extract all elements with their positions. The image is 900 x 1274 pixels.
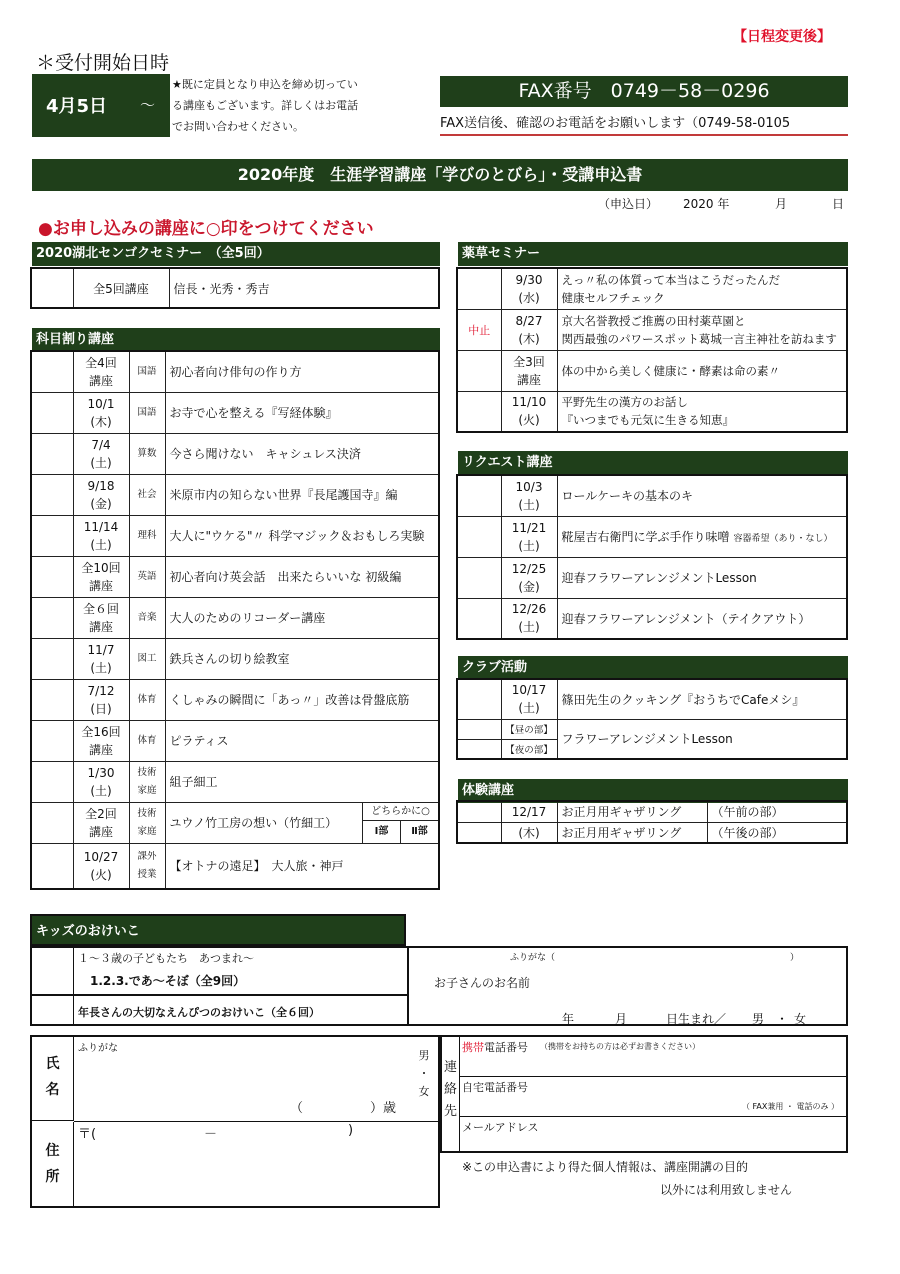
table-row [457,391,847,432]
select-cell[interactable] [457,557,501,598]
applicant-furigana: ふりがな [78,1043,118,1054]
select-cell[interactable]: 中止 [457,309,501,350]
course-name-text: 迎春フラワーアレンジメントLesson [561,571,757,585]
course-name-line-2: 『いつまでも元気に生きる知恵』 [561,413,734,428]
course-date-line-2: 講座 [88,578,113,593]
course-date-line-1: 1/30 [87,765,115,780]
course-name-text: ロールケーキの基本のキ [561,489,694,504]
table-row [31,597,439,638]
table-row [457,598,847,639]
mobile-note: （携帯をお持ちの方は必ずお書きください） [540,1042,700,1051]
club-slot-night: 【夜の部】 [501,739,557,759]
contact-box [440,1035,848,1153]
experience-heading: 体験講座 [458,779,848,803]
course-date [73,720,129,761]
course-date-line-1: 9/18 [87,478,115,493]
kids-furigana-close: ） [790,953,800,963]
club-date-1: 10/17 [511,683,547,698]
club-course: 篠田先生のクッキング『おうちでCafeメシ』 [557,679,847,719]
child-sex-male[interactable]: 男 [752,1012,765,1026]
course-name-line-1: 平野先生の漢方のお話し [561,395,688,410]
contact-label-1: 連 [443,1060,457,1075]
name-label-2: 名 [45,1082,60,1098]
course-date-line-2: (土) [518,620,540,635]
age-open: （ [290,1101,304,1116]
course-date [501,309,557,350]
home-phone-note: （ FAX兼用 ・ 電話のみ ） [742,1102,839,1111]
table-row [31,433,439,474]
course-date-line-1: 9/30 [515,272,543,287]
course-date [501,557,557,598]
course-date-line-1: 12/26 [511,602,547,617]
select-cell[interactable] [31,843,73,889]
mobile-label [462,1039,528,1055]
course-date [73,597,129,638]
reception-note-line: ★既に定員となり申込を締め切ってい [172,78,358,91]
course-date-line-1: 7/12 [87,683,115,698]
course-date [73,556,129,597]
course-name [557,557,847,598]
select-cell[interactable] [31,515,73,556]
course-name [557,391,847,432]
mobile-label-rest: 電話番号 [484,1041,528,1054]
course-date-line-1: 7/4 [91,437,111,452]
course-name [557,309,847,350]
experience-part: （午前の部） [707,801,847,822]
select-cell[interactable] [31,392,73,433]
select-cell[interactable] [32,996,74,1024]
course-name: ピラティス [165,720,439,761]
club-table [456,678,848,760]
page-title: 2020年度 生涯学習講座「学びのとびら」・受講申込書 [32,159,848,191]
course-date-line-2: 講座 [88,373,113,388]
kids-box [30,946,848,1026]
address-field[interactable] [76,1141,436,1205]
course-name-line-1: 京大名誉教授ご推薦の田村薬草園と [561,313,746,328]
applicant-sex-dot: ・ [418,1067,430,1080]
table-row [31,515,439,556]
course-date-line-2: (火) [90,867,112,882]
course-date-line-1: 全16回 [81,724,121,739]
postal-dash: － [204,1127,218,1142]
table-row [31,351,439,392]
course-category-line-2: 家庭 [137,784,157,796]
course-date-line-2: (日) [90,701,112,716]
apply-date-month: 月 [775,197,788,211]
course-category: 国語 [129,351,165,392]
experience-part: （午後の部） [707,822,847,843]
postal-close: ) [348,1123,354,1138]
course-category: 体育 [129,679,165,720]
applicant-sex-male: 男 [418,1049,430,1062]
table-row [31,679,439,720]
home-phone-field[interactable] [460,1093,730,1113]
course-category-line-2: 家庭 [137,825,157,837]
select-cell[interactable] [457,475,501,516]
kids-course-sub: １～３歳の子どもたち あつまれ～ [78,952,254,965]
course-date-line-2: 講座 [516,372,541,387]
experience-date-1: 12/17 [501,801,557,822]
select-cell[interactable] [457,350,501,391]
course-date-line-1: 全4回 [85,355,117,370]
apply-date-day: 日 [832,197,845,211]
course-name: 体の中から美しく健康に・酵素は命の素〃 [557,350,847,391]
course-category: 国語 [129,392,165,433]
course-date [73,843,129,889]
reception-date: 4月5日 [46,96,108,117]
course-category: 図工 [129,638,165,679]
sengoku-heading: 2020湖北センゴクセミナー （全5回） [32,242,440,266]
select-cell[interactable] [32,948,74,996]
course-date-line-1: 全3回 [513,354,545,369]
select-cell[interactable] [31,268,73,308]
course-date-line-2: (金) [518,579,540,594]
table-row [457,268,847,309]
course-date-line-2: (土) [518,538,540,553]
course-date-line-1: 11/7 [87,642,115,657]
sengoku-course: 信長・光秀・秀吉 [169,268,439,308]
table-row [31,720,439,761]
select-cell[interactable] [31,720,73,761]
table-row [31,638,439,679]
sengoku-table [30,267,440,309]
kids-course-2: 年長さんの大切なえんぴつのおけいこ（全６回） [78,1006,320,1019]
course-date-line-1: 10/1 [87,396,115,411]
club-heading: クラブ活動 [458,656,848,680]
table-row [31,802,439,843]
course-date [501,598,557,639]
course-name: お寺で心を整える『写経体験』 [165,392,439,433]
course-date [73,474,129,515]
club-date-2: (土) [518,701,540,716]
course-name: 米原市内の知らない世界『長尾護国寺』編 [165,474,439,515]
course-category [129,802,165,843]
herb-table [456,267,848,433]
select-cell[interactable] [457,516,501,557]
course-date-line-1: 全10回 [81,560,121,575]
schedule-change-notice: 【日程変更後】 [733,29,831,45]
course-name [165,802,439,843]
course-category: 理科 [129,515,165,556]
course-date [73,802,129,843]
course-date-line-2: (金) [90,496,112,511]
experience-course: お正月用ギャザリング [557,801,707,822]
subjects-heading: 科目割り講座 [32,328,440,352]
divider [460,1076,846,1077]
course-name-line-2: 関西最強のパワースポット葛城一言主神社を訪ねます [561,331,837,346]
select-cell[interactable] [457,801,501,822]
course-date-line-1: 11/21 [511,520,547,535]
email-label: メールアドレス [462,1121,539,1134]
reception-note [170,74,406,137]
applicant-sex-female: 女 [418,1085,430,1098]
divider [74,1121,440,1122]
course-date-line-2: (土) [90,537,112,552]
course-name: 鉄兵さんの切り絵教室 [165,638,439,679]
reception-note-line: でお問い合わせください。 [172,120,304,133]
course-category [129,761,165,802]
applicant-name-field[interactable] [76,1051,406,1117]
table-row [457,516,847,557]
applicant-sex[interactable] [416,1047,432,1101]
course-date-line-2: (水) [518,290,540,305]
contact-label-3: 先 [443,1104,457,1119]
name-label [32,1037,74,1121]
select-cell[interactable] [31,638,73,679]
kids-course-1: 1.2.3.であ～そぼ（全9回） [90,974,246,988]
select-cell[interactable] [457,739,501,759]
club-slot-day: 【昼の部】 [501,719,557,739]
contact-label [442,1037,460,1151]
select-cell[interactable] [457,679,501,719]
birth-day: 日生まれ／ [666,1012,727,1026]
course-date-line-1: 全2回 [85,806,117,821]
mobile-field[interactable] [460,1055,846,1075]
home-phone-label: 自宅電話番号 [462,1081,528,1094]
table-row [31,843,439,889]
course-date [73,515,129,556]
table-row [457,475,847,516]
club-date [501,679,557,719]
course-date-line-1: 11/10 [511,395,547,410]
part-choice [362,803,438,843]
divider [407,946,409,1026]
birth-month: 月 [615,1012,628,1026]
course-category: 音楽 [129,597,165,638]
course-date-line-1: 10/3 [515,479,543,494]
table-row [31,474,439,515]
course-name: 組子細工 [165,761,439,802]
course-category-line-1: 技術 [137,766,157,778]
email-field[interactable] [552,1119,842,1149]
divider [74,994,408,996]
apply-date-label: （申込日） [598,197,659,211]
course-date [73,679,129,720]
subjects-table [30,350,440,890]
course-category: 社会 [129,474,165,515]
course-date-line-2: (土) [90,660,112,675]
select-cell[interactable] [457,822,501,843]
course-name-line-1: えっ〃私の体質って本当はこうだったんだ [561,272,780,287]
course-date-line-2: 講座 [88,619,113,634]
course-name [557,475,847,516]
course-date-line-2: 講座 [88,824,113,839]
reception-note-line: る講座もございます。詳しくはお電話 [172,99,359,112]
kids-heading: キッズのおけいこ [30,914,406,946]
course-date-line-2: (土) [518,497,540,512]
course-category-line-1: 技術 [137,807,157,819]
fax-underline [440,134,848,136]
select-cell[interactable] [31,556,73,597]
course-name: 初心者向け英会話 出来たらいいな 初級編 [165,556,439,597]
divider [460,1116,846,1117]
course-category-line-2: 授業 [137,868,157,880]
course-date [73,392,129,433]
course-name-line-2: 健康セルフチェック [561,290,665,305]
course-date-line-2: 講座 [88,742,113,757]
course-name [557,516,847,557]
age-close: ）歳 [370,1101,397,1116]
course-category [129,843,165,889]
course-name: 初心者向け俳句の作り方 [165,351,439,392]
privacy-note-1: ※この申込書により得た個人情報は、講座開講の目的 [462,1160,749,1174]
birth-year: 年 [562,1012,575,1026]
course-category-line-1: 課外 [137,850,157,862]
experience-course: お正月用ギャザリング [557,822,707,843]
select-cell[interactable] [457,598,501,639]
reception-tilde: ～ [140,96,156,114]
course-name-text: 糀屋吉右衛門に学ぶ手作り味噌 [561,530,730,544]
select-cell[interactable] [31,474,73,515]
fax-note: FAX送信後、確認のお電話をお願いします（0749-58-0105 [440,116,791,131]
address-label [32,1122,74,1206]
child-sex-female[interactable]: 女 [794,1012,807,1026]
course-date [73,638,129,679]
course-name [557,268,847,309]
table-row [31,392,439,433]
course-date-line-1: 全６回 [82,601,119,616]
course-date [73,761,129,802]
select-cell[interactable] [31,351,73,392]
select-cell[interactable] [31,761,73,802]
request-table [456,474,848,640]
table-row [457,350,847,391]
course-category: 英語 [129,556,165,597]
course-name-text: ユウノ竹工房の想い（竹細工） [169,816,338,830]
reception-box [32,74,406,137]
select-cell[interactable] [31,433,73,474]
part-1-option[interactable]: Ⅰ部 [363,821,401,843]
course-category: 体育 [129,720,165,761]
request-heading: リクエスト講座 [458,451,848,475]
mobile-label-red: 携帯 [462,1041,484,1054]
address-label-1: 住 [45,1143,60,1159]
course-name: 今さら聞けない キャシュレス決済 [165,433,439,474]
experience-date-2: (木) [501,822,557,843]
part-choice-label: どちらかに○ [363,803,438,821]
course-date-line-2: (木) [518,331,540,346]
name-label-1: 氏 [45,1056,60,1072]
table-row [31,556,439,597]
select-cell[interactable] [457,719,501,739]
course-name [557,598,847,639]
child-name-label: お子さんのお名前 [434,976,531,990]
address-label-2: 所 [45,1169,60,1185]
table-row [457,557,847,598]
course-name: 大人のためのリコーダー講座 [165,597,439,638]
reception-title: ＊受付開始日時 [36,52,170,74]
experience-table [456,800,848,844]
apply-date-year: 2020 年 [683,197,730,211]
herb-heading: 薬草セミナー [458,242,848,266]
postal-open: 〒( [78,1127,97,1142]
course-date-line-1: 10/27 [83,849,119,864]
course-date [73,433,129,474]
course-name-text: 迎春フラワーアレンジメント（テイクアウト） [561,611,811,626]
course-date-line-2: (土) [90,783,112,798]
sengoku-term: 全5回講座 [73,268,169,308]
fax-number: FAX番号 0749－58－0296 [440,76,848,107]
select-cell[interactable] [31,679,73,720]
course-date [501,350,557,391]
table-row [31,761,439,802]
child-sex-dot: ・ [776,1012,789,1026]
contact-label-2: 絡 [443,1082,457,1097]
applicant-box [30,1035,440,1208]
course-name: くしゃみの瞬間に「あっ〃」改善は骨盤底筋 [165,679,439,720]
course-date-line-1: 11/14 [83,519,119,534]
course-date [501,391,557,432]
course-date-line-1: 8/27 [515,313,543,328]
course-date-line-2: (土) [90,455,112,470]
course-category: 算数 [129,433,165,474]
table-row [457,309,847,350]
club-course: フラワーアレンジメントLesson [557,719,847,759]
part-2-option[interactable]: Ⅱ部 [411,825,428,837]
part-choice-options [363,821,438,843]
course-date-line-1: 12/25 [511,561,547,576]
course-date [501,475,557,516]
privacy-note-2: 以外には利用致しません [660,1183,793,1197]
course-date-line-2: (火) [518,413,540,428]
instruction: ●お申し込みの講座に○印をつけてください [38,219,374,239]
course-name: 大人に"ウケる"〃 科学マジック＆おもしろ実験 [165,515,439,556]
course-date [501,268,557,309]
container-option[interactable]: 容器希望（あり・なし） [733,534,833,544]
select-cell[interactable] [31,597,73,638]
select-cell[interactable] [457,391,501,432]
kids-furigana: ふりがな（ [510,953,556,963]
course-date-line-2: (木) [90,414,112,429]
course-name: 【オトナの遠足】 大人旅・神戸 [165,843,439,889]
select-cell[interactable] [457,268,501,309]
course-date [501,516,557,557]
select-cell[interactable] [31,802,73,843]
course-date [73,351,129,392]
